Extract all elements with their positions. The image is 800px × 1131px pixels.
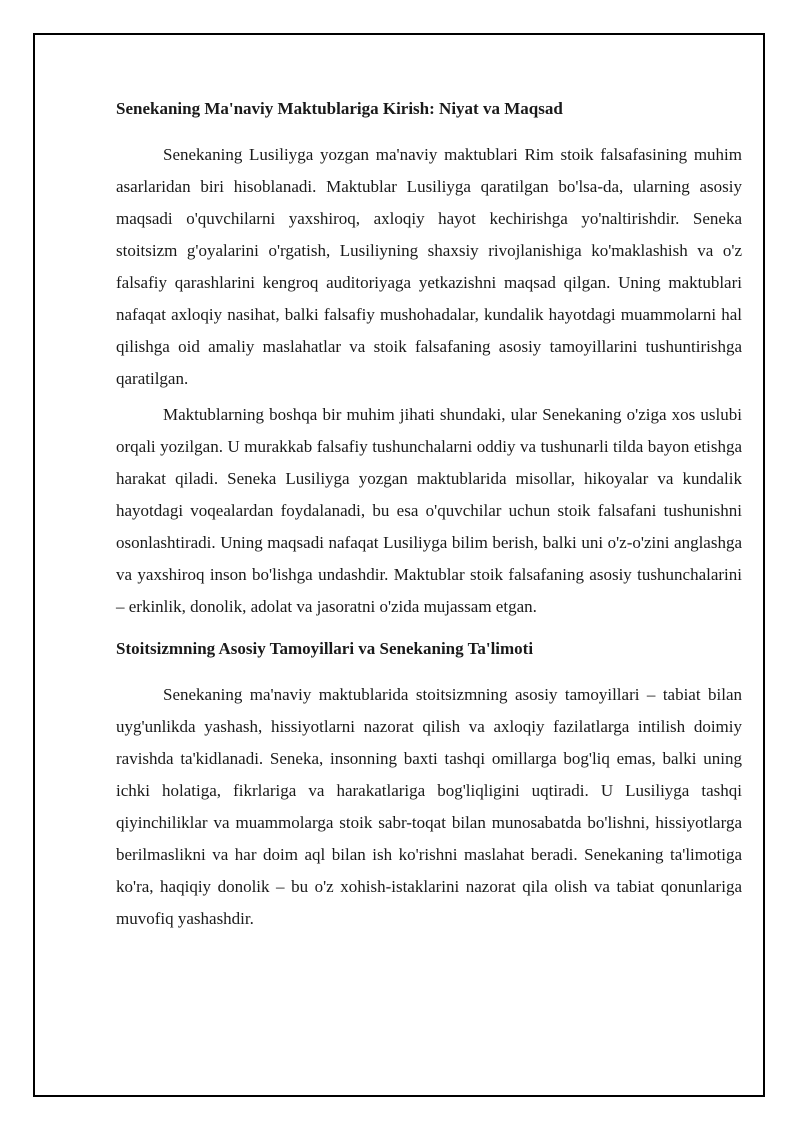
paragraph: Senekaning ma'naviy maktublarida stoitsizmning asosiy tamoyillari – tabiat bilan uyg'unlikda yashash, hissiyotlarni nazorat qilish va axloqiy fazilatlarga intilish doimiy ravishda ta'kidlanadi. Seneka, insonning baxti tashqi omillarga bog'liq emas, balki uning ichki holatiga, fikrlariga va harakatlariga bog'liqligini uqtiradi. U Lusiliyga tashqi qiyinchiliklar va muammolarga stoik sabr-toqat bilan munosabatda bo'lishni, hissiyotlarga berilmaslikni va har doim aql bilan ish ko'rishni maslahat beradi. Senekaning ta'limotiga ko'ra, haqiqiy donolik – bu o'z xohish-istaklarini nazorat qila olish va tabiat qonunlariga muvofiq yashashdir. [116, 685, 742, 928]
paragraph: Senekaning Lusiliyga yozgan ma'naviy maktublari Rim stoik falsafasining muhim asarlaridan biri hisoblanadi. Maktublar Lusiliyga qaratilgan bo'lsa-da, ularning asosiy maqsadi o'quvchilarni yaxshiroq, axloqiy hayot kechirishga yo'naltirishdir. Seneka stoitsizm g'oyalarini o'rgatish, Lusiliyning shaxsiy rivojlanishiga ko'maklashish va o'z falsafiy qarashlarini kengroq auditoriyaga yetkazishni maqsad qilgan. Uning maktublari nafaqat axloqiy nasihat, balki falsafiy mushohadalar, kundalik hayotdagi muammolarni hal qilishga oid amaliy maslahatlar va stoik falsafaning asosiy tamoyillarini tushuntirishga qaratilgan. [116, 145, 742, 388]
paragraph: Maktublarning boshqa bir muhim jihati shundaki, ular Senekaning o'ziga xos uslubi orqali yozilgan. U murakkab falsafiy tushunchalarni oddiy va tushunarli tilda bayon etishga harakat qiladi. Seneka Lusiliyga yozgan maktublarida misollar, hikoyalar va kundalik hayotdagi voqealardan foydalanadi, bu esa o'quvchilar uchun stoik falsafani tushunishni osonlashtiradi. Uning maqsadi nafaqat Lusiliyga bilim berish, balki uni o'z-o'zini anglashga va yaxshiroq inson bo'lishga undashdir. Maktublar stoik falsafaning asosiy tushunchalarini – erkinlik, donolik, adolat va jasoratni o'zida mujassam etgan. [116, 405, 742, 616]
section-heading-intro: Senekaning Ma'naviy Maktublariga Kirish: Niyat va Maqsad [116, 99, 563, 118]
document-body [116, 97, 742, 939]
section-heading-principles: Stoitsizmning Asosiy Tamoyillari va Senekaning Ta'limoti [116, 639, 534, 658]
